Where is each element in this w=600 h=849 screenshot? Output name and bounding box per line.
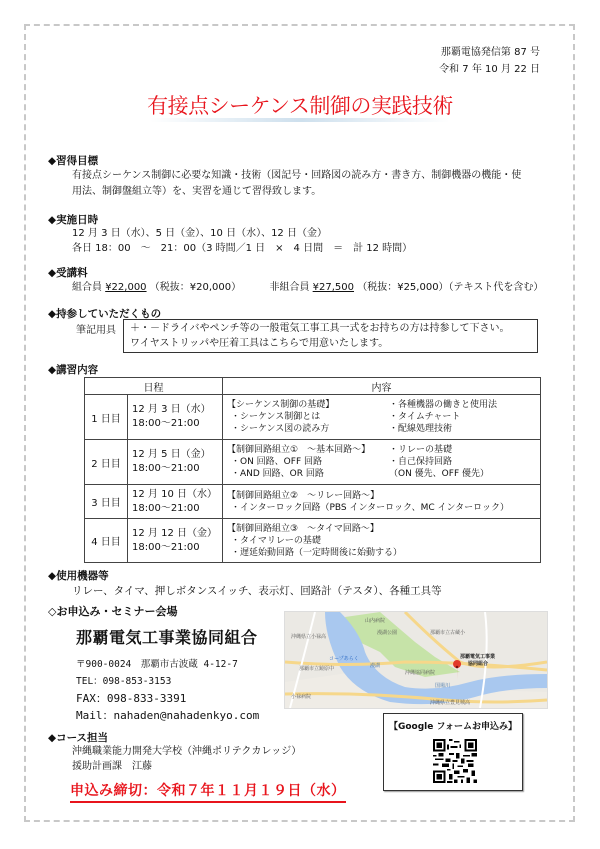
date-cell xyxy=(128,395,223,440)
date: 12 月 3 日（水） xyxy=(132,404,211,415)
time: 18:00～21:00 xyxy=(132,541,200,553)
google-form-label: 【Google フォームお申込み】 xyxy=(388,722,518,732)
content-line: 【制御回路組立③ ～タイマ回路～】 xyxy=(227,523,379,534)
day-cell: 2 日目 xyxy=(85,440,128,485)
fax: FAX：098-833-3391 xyxy=(76,692,187,705)
org-name: 那覇電気工事業協同組合 xyxy=(76,628,258,647)
map-pin-label: 那覇電気工事業 xyxy=(460,654,496,660)
date-cell xyxy=(128,440,223,485)
table-row xyxy=(85,485,541,519)
day-cell: 4 日目 xyxy=(85,519,128,563)
map-graphic xyxy=(285,612,547,708)
content-line: ・シーケンス制御とは xyxy=(231,412,321,422)
course-lead-line-2: 援助計画課 江藤 xyxy=(72,761,152,772)
content-line: ・リレーの基礎 xyxy=(389,445,453,455)
course-lead-text xyxy=(72,744,301,774)
bring-box xyxy=(123,319,538,353)
equipment-text: リレー、タイマ、押しボタンスイッチ、表示灯、回路計（テスタ）、各種工具等 xyxy=(72,585,442,597)
section-curriculum-heading: ◆講習内容 xyxy=(48,364,99,376)
time: 18:00～21:00 xyxy=(132,502,200,514)
date: 12 月 12 日（金） xyxy=(132,527,217,539)
venue-heading: ◇お申込み・セミナー会場 xyxy=(48,605,178,618)
dates-text xyxy=(72,226,412,256)
curriculum-table xyxy=(84,377,541,563)
table-row xyxy=(85,519,541,563)
content-cell xyxy=(223,395,541,440)
section-bring-heading: ◆持参していただくもの xyxy=(48,308,162,320)
date-cell xyxy=(128,519,223,563)
dates-line-1: 12 月 3 日（水）、5 日（金）、10 日（水）、12 日（金） xyxy=(72,228,327,239)
column-schedule: 日程 xyxy=(85,378,223,395)
section-dates-heading: ◆実施日時 xyxy=(48,214,99,226)
content-line: ・各種機器の働きと使用法 xyxy=(389,400,498,410)
objective-text xyxy=(72,168,521,200)
nonmember-label: 非組合員 xyxy=(269,282,310,293)
date-cell xyxy=(128,485,223,519)
column-content: 内容 xyxy=(223,378,541,395)
content-line: ・ON 回路、OFF 回路 xyxy=(231,457,322,467)
date: 12 月 5 日（金） xyxy=(132,449,211,460)
member-label: 組合員 xyxy=(72,282,102,293)
issue-date: 令和 7 年 10 月 22 日 xyxy=(439,64,540,75)
address: 〒900-0024 那覇市古波蔵 4-12-7 xyxy=(76,659,238,670)
svg-text:山内病院: 山内病院 xyxy=(365,618,386,624)
member-price: ¥22,000 xyxy=(105,282,147,293)
day-cell: 3 日目 xyxy=(85,485,128,519)
content-line: ・タイムチャート xyxy=(389,412,461,422)
table-row xyxy=(85,440,541,485)
content-cell xyxy=(223,485,541,519)
nonmember-price: ¥27,500 xyxy=(312,282,355,293)
issue-info xyxy=(439,44,540,78)
svg-text:小禄病院: 小禄病院 xyxy=(291,694,312,700)
svg-text:コープあらく: コープあらく xyxy=(329,656,359,662)
content-cell xyxy=(223,440,541,485)
content-line: ・自己保持回路 xyxy=(389,457,453,467)
date: 12 月 10 日（水） xyxy=(132,488,217,500)
content-line: 【シーケンス制御の基礎】 xyxy=(227,400,335,410)
svg-text:沖縄協同病院: 沖縄協同病院 xyxy=(405,670,436,676)
section-objective-heading: ◆習得目標 xyxy=(48,155,99,167)
course-lead-line-1: 沖縄職業能力開発大学校（沖縄ポリテクカレッジ） xyxy=(72,746,302,757)
content-line: ・AND 回路、OR 回路 xyxy=(231,469,324,479)
svg-text:国場川: 国場川 xyxy=(435,683,451,689)
bring-label: 筆記用具 xyxy=(76,325,116,336)
bring-line-1: ＋・－ドライバやペンチ等の一般電気工事工具一式をお持ちの方は持参して下さい。 xyxy=(130,323,510,334)
content-line: ・シーケンス図の読み方 xyxy=(231,424,330,434)
page-title: 有接点シーケンス制御の実践技術 xyxy=(147,95,453,118)
google-form-box[interactable] xyxy=(383,713,523,791)
svg-text:漫湖公園: 漫湖公園 xyxy=(377,630,398,636)
bring-line-2: ワイヤストリッパや圧着工具はこちらで用意いたします。 xyxy=(130,338,389,349)
content-line: （ON 優先、OFF 優先） xyxy=(389,469,489,479)
objective-line-2: 用法、制御盤組立等）を、実習を通じて習得致します。 xyxy=(72,186,322,197)
fee-text xyxy=(72,280,543,296)
section-fee-heading: ◆受講料 xyxy=(48,267,88,279)
content-line: ・タイマリレーの基礎 xyxy=(231,535,321,546)
content-cell xyxy=(223,519,541,563)
svg-text:那覇市立古蔵小: 那覇市立古蔵小 xyxy=(430,630,466,636)
svg-text:協同組合: 協同組合 xyxy=(468,661,489,667)
nonmember-tax-note: （税抜：¥25,000）（テキスト代を含む） xyxy=(357,282,544,293)
time: 18:00～21:00 xyxy=(132,418,200,429)
qr-code-icon[interactable] xyxy=(433,738,477,784)
svg-text:沖縄県立豊見城高: 沖縄県立豊見城高 xyxy=(430,700,471,706)
time: 18:00～21:00 xyxy=(132,463,200,474)
table-row xyxy=(85,395,541,440)
email-link[interactable]: Mail：nahaden@nahadenkyo.com xyxy=(76,709,260,722)
content-line: 【制御回路組立① ～基本回路～】 xyxy=(227,445,371,455)
location-map[interactable] xyxy=(284,611,548,709)
table-header-row xyxy=(85,378,541,395)
section-equipment-heading: ◆使用機器等 xyxy=(48,570,109,582)
content-line: ・遅延始動回路（一定時間後に始動する） xyxy=(231,547,403,558)
svg-text:沖縄県立小禄高: 沖縄県立小禄高 xyxy=(291,634,327,640)
issue-number: 那覇電協発信第 87 号 xyxy=(440,47,540,58)
content-line: 【制御回路組立② ～リレー回路～】 xyxy=(227,490,380,501)
member-tax-note: （税抜：¥20,000） xyxy=(149,282,242,293)
content-line: ・配線処理技術 xyxy=(389,424,453,434)
svg-text:漫湖: 漫湖 xyxy=(370,663,381,669)
svg-text:那覇市立鏡原中: 那覇市立鏡原中 xyxy=(299,666,335,672)
section-course-lead-heading: ◆コース担当 xyxy=(48,732,109,744)
day-cell: 1 日目 xyxy=(85,395,128,440)
application-deadline: 申込み締切：令和７年１１月１９日（水） xyxy=(70,780,346,803)
tel: TEL：098-853-3153 xyxy=(76,676,172,687)
dates-line-2: 各日 18：00 ～ 21：00（3 時間／1 日 × 4 日間 ＝ 計 12 時間） xyxy=(72,243,413,254)
content-line: ・インターロック回路（PBS インターロック、MC インターロック） xyxy=(231,502,509,513)
objective-line-1: 有接点シーケンス制御に必要な知識・技術（図記号・回路図の読み方・書き方、制御機器の機能・使 xyxy=(72,170,522,181)
